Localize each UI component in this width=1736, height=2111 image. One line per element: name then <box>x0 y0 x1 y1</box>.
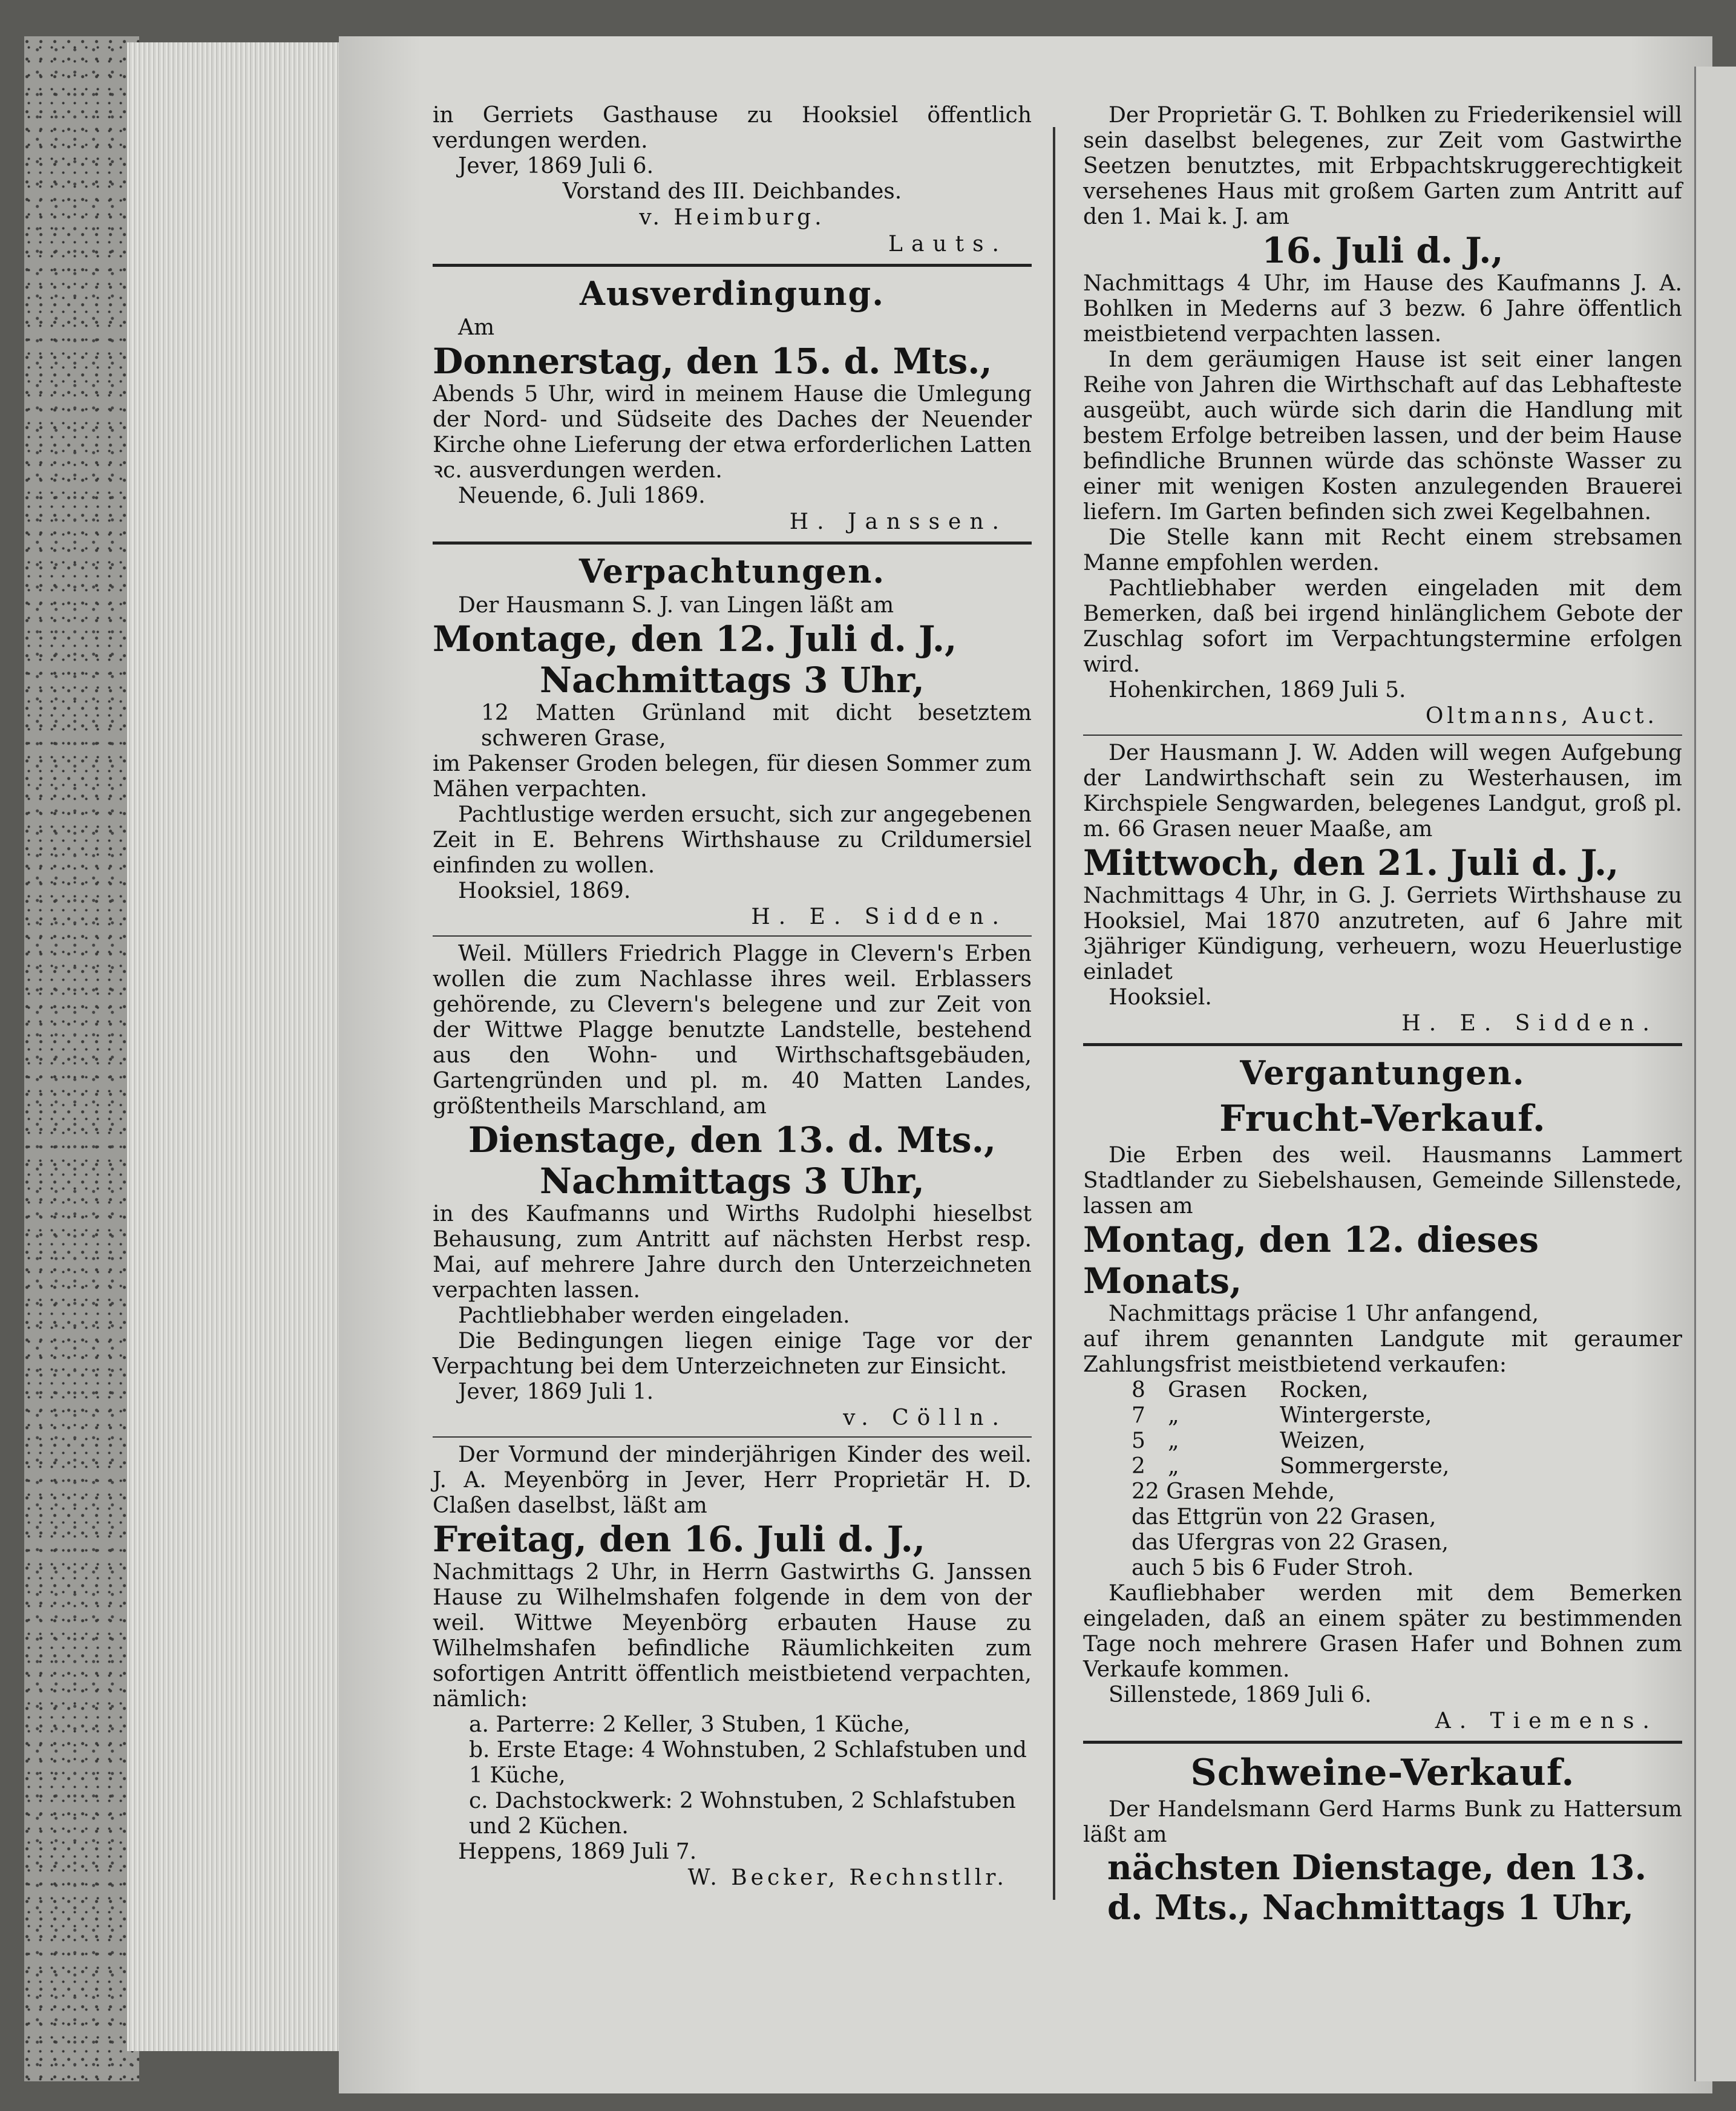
verpachtungen-place-date: Hooksiel, 1869. <box>458 879 631 903</box>
ausverdingung-am: Am <box>458 315 495 340</box>
vergantungen-body-3: Kaufliebhaber werden mit dem Bemerken eingeladen, daß an einem später zu bestimmenden Tage noch mehrere Grasen Hafer und Bohnen zum Verkaufe kommen. <box>1083 1581 1682 1682</box>
ausverdingung-place-date: Neuende, 6. Juli 1869. <box>458 483 706 508</box>
bohlken-body-4: Die Stelle kann mit Recht einem strebsamen Manne empfohlen werden. <box>1083 525 1682 575</box>
verpachtungen-item: 12 Matten Grünland mit dicht besetztem schweren Grase, <box>481 701 1032 751</box>
continuation-text: in Gerriets Gasthause zu Hooksiel öffentlich verdungen werden. <box>433 103 1032 153</box>
plagge-place-date: Jever, 1869 Juli 1. <box>458 1380 654 1404</box>
goods-item: 7 „ Wintergerste, <box>1132 1403 1432 1428</box>
ausverdingung-heading: Ausverdingung. <box>579 274 885 313</box>
right-column <box>1083 103 1682 1928</box>
verpachtungen-body: im Pakenser Groden belegen, für diesen Sommer zum Mähen verpachten. <box>433 751 1032 802</box>
verpachtungen-intro: Der Hausmann S. J. van Lingen läßt am <box>458 593 894 618</box>
verpachtungen-signature: H. E. Sidden. <box>751 905 1007 929</box>
schweine-date: nächsten Dienstage, den 13. d. Mts., Nachmittags 1 Uhr, <box>1107 1848 1647 1928</box>
continuation-signature-1: v. Heimburg. <box>639 205 825 230</box>
next-page-edge <box>1694 67 1736 2081</box>
continuation-signature-2: Lauts. <box>888 232 1007 257</box>
bohlken-body-2: Nachmittags 4 Uhr, im Hause des Kaufmanns J. A. Bohlken in Mederns auf 3 bezw. 6 Jahre öffentlich meistbietend verpachten lassen. <box>1083 271 1682 347</box>
divider <box>433 1436 1032 1438</box>
vormund-body-2: Nachmittags 2 Uhr, in Herrn Gastwirths G. Janssen Hause zu Wilhelmshafen folgende in dem von der weil. Wittwe Meyenbörg erbauten Hause zu Wilhelmshafen befindliche Räumlichkeiten zum sofortigen Antritt öffentlich meistbietend verpachten, nämlich: <box>433 1560 1032 1712</box>
divider <box>1083 1741 1682 1744</box>
column-divider <box>1053 127 1055 1900</box>
goods-item: 2 „ Sommergerste, <box>1132 1454 1450 1479</box>
vergantungen-signature: A. Tiemens. <box>1435 1709 1658 1733</box>
adden-body: Der Hausmann J. W. Adden will wegen Aufgebung der Landwirthschaft sein zu Westerhausen, im Kirchspiele Sengwarden, belegenes Landgut, groß pl. m. 66 Grasen neuer Maaße, am <box>1083 741 1682 842</box>
verpachtungen-heading: Verpachtungen. <box>578 552 886 591</box>
continuation-org: Vorstand des III. Deichbandes. <box>562 179 902 204</box>
vergantungen-heading: Vergantungen. <box>1240 1053 1525 1092</box>
page-stack <box>127 42 363 2051</box>
vergantungen-body-2: auf ihrem genannten Landgute mit geraumer Zahlungsfrist meistbietend verkaufen: <box>1083 1327 1682 1377</box>
vormund-date: Freitag, den 16. Juli d. J., <box>433 1519 926 1560</box>
goods-item: das Ettgrün von 22 Grasen, <box>1132 1505 1436 1530</box>
plagge-body: Weil. Müllers Friedrich Plagge in Clevern's Erben wollen die zum Nachlasse ihres weil. Erblassers gehörende, zu Clevern's belegene und zur Zeit von der Wittwe Plagge benutzte Landstelle, bestehend aus den Wohn- und Wirthschaftsgebäuden, Gartengründen und pl. m. 40 Matten Landes, größtentheils Marschland, am <box>433 941 1032 1119</box>
goods-list <box>1083 1378 1682 1581</box>
plagge-signature: v. Cölln. <box>843 1406 1007 1430</box>
divider <box>1083 1043 1682 1046</box>
verpachtungen-date: Montage, den 12. Juli d. J., <box>433 618 957 659</box>
vergantungen-place-date: Sillenstede, 1869 Juli 6. <box>1109 1683 1372 1707</box>
book-cover-edge <box>24 36 139 2081</box>
vormund-item: b. Erste Etage: 4 Wohnstuben, 2 Schlafstuben und 1 Küche, <box>469 1738 1027 1788</box>
schweine-body: Der Handelsmann Gerd Harms Bunk zu Hattersum läßt am <box>1083 1797 1682 1847</box>
schweine-verkauf-heading: Schweine-Verkauf. <box>1190 1752 1575 1794</box>
plagge-time: Nachmittags 3 Uhr, <box>540 1160 925 1202</box>
ausverdingung-date: Donnerstag, den 15. d. Mts., <box>433 341 992 382</box>
bohlken-place-date: Hohenkirchen, 1869 Juli 5. <box>1109 678 1406 702</box>
vergantungen-time: Nachmittags präcise 1 Uhr anfangend, <box>1109 1301 1539 1326</box>
goods-item: das Ufergras von 22 Grasen, <box>1132 1530 1449 1555</box>
vormund-item: a. Parterre: 2 Keller, 3 Stuben, 1 Küche, <box>469 1712 911 1737</box>
bohlken-body-3: In dem geräumigen Hause ist seit einer langen Reihe von Jahren die Wirthschaft auf das Lebhafteste ausgeübt, auch würde sich darin die Handlung mit bestem Erfolge betreiben lassen, und der beim Hause befindliche Brunnen würde das schönste Wasser zu einer mit wenigen Kosten anzulegenden Brauerei liefern. Im Garten befinden sich zwei Kegelbahnen. <box>1083 347 1682 525</box>
divider <box>1083 735 1682 736</box>
left-column <box>433 103 1032 1891</box>
plagge-conditions: Die Bedingungen liegen einige Tage vor der Verpachtung bei dem Unterzeichneten zur Einsicht. <box>433 1329 1032 1379</box>
divider <box>433 935 1032 937</box>
plagge-body-2: in des Kaufmanns und Wirths Rudolphi hieselbst Behausung, zum Antritt auf nächsten Herbst resp. Mai, auf mehrere Jahre durch den Unterzeichneten verpachten lassen. <box>433 1202 1032 1303</box>
bohlken-body: Der Proprietär G. T. Bohlken zu Friederikensiel will sein daselbst belegenes, zur Zeit vom Gastwirthe Seetzen benutztes, mit Erbpachtskruggerechtigkeit versehenes Haus mit großem Garten zum Antritt auf den 1. Mai k. J. am <box>1083 103 1682 229</box>
vergantungen-body: Die Erben des weil. Hausmanns Lammert Stadtlander zu Siebelshausen, Gemeinde Sillenstede, lassen am <box>1083 1143 1682 1219</box>
adden-signature: H. E. Sidden. <box>1401 1011 1658 1036</box>
goods-item: 22 Grasen Mehde, <box>1132 1479 1335 1504</box>
adden-place: Hooksiel. <box>1109 985 1212 1010</box>
vormund-signature: W. Becker, Rechnstllr. <box>687 1865 1007 1890</box>
verpachtungen-invite: Pachtlustige werden ersucht, sich zur angegebenen Zeit in E. Behrens Wirthshause zu Crildumersiel einfinden zu wollen. <box>433 802 1032 878</box>
goods-item: 5 „ Weizen, <box>1132 1429 1366 1453</box>
vormund-body: Der Vormund der minderjährigen Kinder des weil. J. A. Meyenbörg in Jever, Herr Proprietär H. D. Claßen daselbst, läßt am <box>433 1442 1032 1518</box>
goods-item: 8 Grasen Rocken, <box>1132 1378 1369 1402</box>
vergantungen-date: Montag, den 12. dieses Monats, <box>1083 1219 1539 1301</box>
adden-body-2: Nachmittags 4 Uhr, in G. J. Gerriets Wirthshause zu Hooksiel, Mai 1870 anzutreten, auf 6 Jahre mit 3jähriger Kündigung, verheuern, wozu Heuerlustige einladet <box>1083 883 1682 984</box>
vormund-place-date: Heppens, 1869 Juli 7. <box>458 1839 697 1864</box>
divider <box>433 542 1032 545</box>
plagge-date: Dienstage, den 13. d. Mts., <box>468 1119 997 1160</box>
bohlken-body-5: Pachtliebhaber werden eingeladen mit dem Bemerken, daß bei irgend hinlänglichem Gebote der Zuschlag sofort im Verpachtungstermine erfolgen wird. <box>1083 576 1682 677</box>
bohlken-signature: Oltmanns, Auct. <box>1425 704 1658 728</box>
verpachtungen-time: Nachmittags 3 Uhr, <box>540 659 925 701</box>
divider <box>433 264 1032 267</box>
vormund-item: c. Dachstockwerk: 2 Wohnstuben, 2 Schlafstuben und 2 Küchen. <box>469 1789 1016 1839</box>
continuation-date: Jever, 1869 Juli 6. <box>458 154 654 178</box>
frucht-verkauf-heading: Frucht-Verkauf. <box>1219 1098 1546 1140</box>
goods-item: auch 5 bis 6 Fuder Stroh. <box>1132 1556 1414 1580</box>
ausverdingung-signature: H. Janssen. <box>789 509 1007 534</box>
adden-date: Mittwoch, den 21. Juli d. J., <box>1083 842 1619 883</box>
ausverdingung-body: Abends 5 Uhr, wird in meinem Hause die Umlegung der Nord- und Südseite des Daches der Neuender Kirche ohne Lieferung der etwa erforderlichen Latten ꝛc. ausverdungen werden. <box>433 382 1032 483</box>
bohlken-date: 16. Juli d. J., <box>1262 230 1504 271</box>
plagge-invite: Pachtliebhaber werden eingeladen. <box>458 1303 850 1328</box>
